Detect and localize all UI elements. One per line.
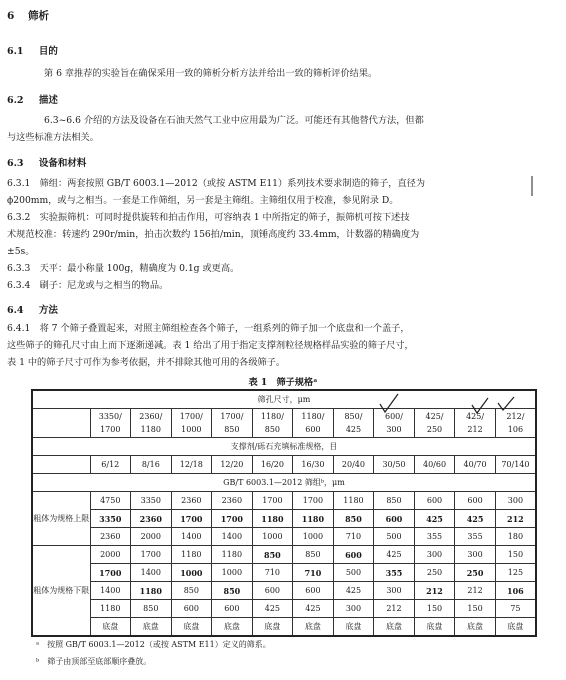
section-6-4-1-line2: 这些筛子的筛孔尺寸由上而下逐渐递减。表 1 给出了用于指定支撑剂粒径规格样品实验的筛子尺寸， (7, 340, 414, 351)
sieve-cell: 1180 (171, 546, 212, 564)
sieve-cell: 3350 (131, 492, 172, 510)
sieve-cell: 300 (495, 492, 536, 510)
sieve-cell: 600 (171, 600, 212, 618)
mesh-cell: 16/20 (252, 456, 293, 474)
sieve-cell: 1000 (293, 528, 334, 546)
sieve-cell: 底盘 (90, 618, 131, 637)
section-6-4-1-line1: 6.4.1 将 7 个筛子叠置起来，对照主筛组检查各个筛子，一组系列的筛子加一个底盘和一个盖子， (7, 323, 410, 334)
sieve-cell: 150 (414, 600, 455, 618)
sieve-cell: 300 (455, 546, 496, 564)
sieve-cell: 底盘 (414, 618, 455, 637)
mesh-cell: 6/12 (90, 456, 131, 474)
aperture-lower: 1180 (140, 425, 161, 434)
sieve-cell: 425 (293, 600, 334, 618)
sieve-cell: 600 (333, 546, 374, 564)
sieve-cell: 底盘 (212, 618, 253, 637)
sieve-cell: 600 (212, 600, 253, 618)
aperture-lower: 106 (507, 425, 524, 434)
lower-limit-label: 粗体为规格下限 (32, 546, 90, 637)
sieve-cell: 600 (374, 510, 415, 528)
sieve-cell: 600 (414, 492, 455, 510)
section-6-3-1-line2: ϕ200mm，或与之相当。一套是工作筛组，另一套是主筛组。主筛组仅用于校准，参见附录 D。 (7, 195, 399, 206)
aperture-upper: 1700/ (220, 412, 244, 421)
sieve-cell: 1700 (212, 510, 253, 528)
sieve-cell: 2360 (212, 492, 253, 510)
sieve-cell: 3350 (90, 510, 131, 528)
sieve-cell: 212 (455, 582, 496, 600)
section-6-3-2-line3: ±5s。 (7, 246, 35, 257)
section-6-3-3: 6.3.3 天平：最小称量 100g，精确度为 0.1g 或更高。 (7, 263, 240, 274)
sieve-cell: 底盘 (374, 618, 415, 637)
aperture-upper: 1180/ (260, 412, 284, 421)
sieve-cell: 850 (212, 582, 253, 600)
section-6-3-2-line1: 6.3.2 实验振筛机：可同时提供旋转和拍击作用，可容纳表 1 中所指定的筛子，振筛机可按下述技 (7, 212, 410, 223)
aperture-lower: 1700 (100, 425, 121, 434)
sieve-cell: 1180 (333, 492, 374, 510)
section-6-2-line1: 6.3~6.6 介绍的方法及设备在石油天然气工业中应用最为广泛。可能还有其他替代方法，但都 (44, 115, 424, 126)
sieve-cell: 355 (414, 528, 455, 546)
sieve-cell: 1400 (90, 582, 131, 600)
aperture-lower: 300 (386, 425, 402, 434)
sieve-cell: 2360 (131, 510, 172, 528)
sieve-cell: 600 (455, 492, 496, 510)
sieve-cell: 1700 (293, 492, 334, 510)
sieve-cell: 150 (495, 546, 536, 564)
chapter-number: 6 (7, 10, 15, 22)
sieve-cell: 212 (374, 600, 415, 618)
sieve-cell: 1180 (252, 510, 293, 528)
aperture-upper: 600/ (385, 412, 403, 421)
mesh-cell: 40/60 (414, 456, 455, 474)
sieve-cell: 106 (495, 582, 536, 600)
section-6-3-2-line2: 术规范校准：转速约 290r/min，拍击次数约 156拍/min，顶锤高度约 33.4mm，计数器的精确度为 (7, 229, 420, 240)
sieve-cell: 2360 (171, 492, 212, 510)
sieve-cell: 425 (374, 546, 415, 564)
sieve-cell: 180 (495, 528, 536, 546)
upper-limit-label: 粗体为规格上限 (32, 492, 90, 546)
sieve-cell: 底盘 (333, 618, 374, 637)
section-6-4-1-line3: 表 1 中的筛子尺寸可作为参考依据，并不排除其他可用的各级筛子。 (7, 357, 286, 368)
aperture-upper: 1700/ (179, 412, 203, 421)
aperture-upper: 1180/ (301, 412, 325, 421)
table-caption: 表 1 筛子规格ᵃ (248, 377, 318, 388)
sieve-cell: 1400 (171, 528, 212, 546)
sieve-cell: 1000 (171, 564, 212, 582)
sieve-cell: 425 (333, 582, 374, 600)
sieve-cell: 850 (333, 510, 374, 528)
sieve-cell: 1700 (131, 546, 172, 564)
aperture-lower: 1000 (181, 425, 202, 434)
footnote-b: ᵇ 筛子由顶部至底部顺序叠放。 (36, 657, 152, 666)
sieve-cell: 1180 (90, 600, 131, 618)
sieve-cell: 1180 (212, 546, 253, 564)
section-title: 方法 (38, 305, 58, 316)
sieve-cell: 425 (455, 510, 496, 528)
sieve-cell: 425 (252, 600, 293, 618)
aperture-lower: 600 (305, 425, 321, 434)
sieve-cell: 1180 (293, 510, 334, 528)
mesh-header: 支撑剂/砾石充填标准规格，目 (32, 438, 536, 456)
aperture-lower: 250 (426, 425, 443, 434)
sieve-cell: 850 (374, 492, 415, 510)
sieve-cell: 125 (495, 564, 536, 582)
mesh-cell: 20/40 (333, 456, 374, 474)
sieve-cell: 300 (374, 582, 415, 600)
mesh-cell: 12/18 (171, 456, 212, 474)
section-title: 目的 (38, 46, 58, 57)
mesh-cell: 16/30 (293, 456, 334, 474)
sieve-cell: 底盘 (252, 618, 293, 637)
sieve-cell: 底盘 (131, 618, 172, 637)
chapter-title: 筛析 (27, 10, 49, 22)
sieve-cell: 300 (333, 600, 374, 618)
sieve-cell: 底盘 (293, 618, 334, 637)
sieve-cell: 600 (293, 582, 334, 600)
sieve-cell: 212 (495, 510, 536, 528)
sieve-cell: 1180 (131, 582, 172, 600)
aperture-upper: 2360/ (139, 412, 163, 421)
section-number: 6.3 (7, 158, 24, 169)
aperture-lower: 850 (224, 425, 240, 434)
gb-header: GB/T 6003.1—2012 筛组ᵇ，μm (32, 474, 536, 492)
sieve-cell: 500 (333, 564, 374, 582)
aperture-upper: 212/ (506, 412, 525, 421)
section-number: 6.2 (7, 95, 24, 106)
sieve-cell: 1400 (212, 528, 253, 546)
sieve-cell: 底盘 (455, 618, 496, 637)
sieve-cell: 212 (414, 582, 455, 600)
sieve-cell: 710 (252, 564, 293, 582)
mesh-cell: 30/50 (374, 456, 415, 474)
section-6-3-1-line1: 6.3.1 筛组：两套按照 GB/T 6003.1—2012（或按 ASTM E11）系列技术要求制造的筛子，直径为 (7, 178, 426, 189)
aperture-upper: 3350/ (98, 412, 122, 421)
sieve-cell: 2000 (90, 546, 131, 564)
section-6-2-line2: 与这些标准方法相关。 (7, 132, 99, 143)
sieve-cell: 300 (414, 546, 455, 564)
sieve-cell: 1700 (171, 510, 212, 528)
sieve-cell: 500 (374, 528, 415, 546)
sieve-cell: 2000 (131, 528, 172, 546)
aperture-lower: 850 (264, 425, 281, 434)
sieve-cell: 355 (374, 564, 415, 582)
aperture-header: 筛孔尺寸，μm (32, 390, 536, 409)
mesh-cell: 12/20 (212, 456, 253, 474)
sieve-cell: 底盘 (495, 618, 536, 637)
section-number: 6.4 (7, 305, 24, 316)
sieve-cell: 1000 (212, 564, 253, 582)
sieve-cell: 250 (455, 564, 496, 582)
sieve-cell: 150 (455, 600, 496, 618)
mesh-cell: 40/70 (455, 456, 496, 474)
sieve-cell: 底盘 (171, 618, 212, 637)
section-number: 6.1 (7, 46, 24, 57)
mesh-cell: 70/140 (495, 456, 536, 474)
sieve-cell: 355 (455, 528, 496, 546)
sieve-cell: 75 (495, 600, 536, 618)
section-title: 设备和材料 (38, 158, 87, 169)
sieve-cell: 250 (414, 564, 455, 582)
sieve-cell: 4750 (90, 492, 131, 510)
sieve-cell: 600 (252, 582, 293, 600)
section-6-1-text: 第 6 章推荐的实验旨在确保采用一致的筛析分析方法并给出一致的筛析评价结果。 (44, 68, 378, 79)
aperture-upper: 425/ (466, 412, 485, 421)
mesh-cell: 8/16 (131, 456, 172, 474)
sieve-cell: 1400 (131, 564, 172, 582)
sieve-cell: 850 (293, 546, 334, 564)
footnote-a: ᵃ 按照 GB/T 6003.1—2012（或按 ASTM E11）定义的筛系。 (36, 640, 271, 649)
aperture-lower: 425 (345, 425, 362, 434)
sieve-cell: 1700 (90, 564, 131, 582)
section-6-3-4: 6.3.4 刷子：尼龙或与之相当的物品。 (7, 280, 169, 291)
section-title: 描述 (38, 95, 58, 106)
aperture-upper: 425/ (425, 412, 444, 421)
sieve-cell: 710 (333, 528, 374, 546)
aperture-lower: 212 (467, 425, 483, 434)
sieve-cell: 1700 (252, 492, 293, 510)
sieve-cell: 1000 (252, 528, 293, 546)
sieve-cell: 850 (171, 582, 212, 600)
sieve-cell: 425 (414, 510, 455, 528)
sieve-cell: 2360 (90, 528, 131, 546)
sieve-cell: 710 (293, 564, 334, 582)
aperture-upper: 850/ (344, 412, 363, 421)
sieve-cell: 850 (252, 546, 293, 564)
sieve-cell: 850 (131, 600, 172, 618)
